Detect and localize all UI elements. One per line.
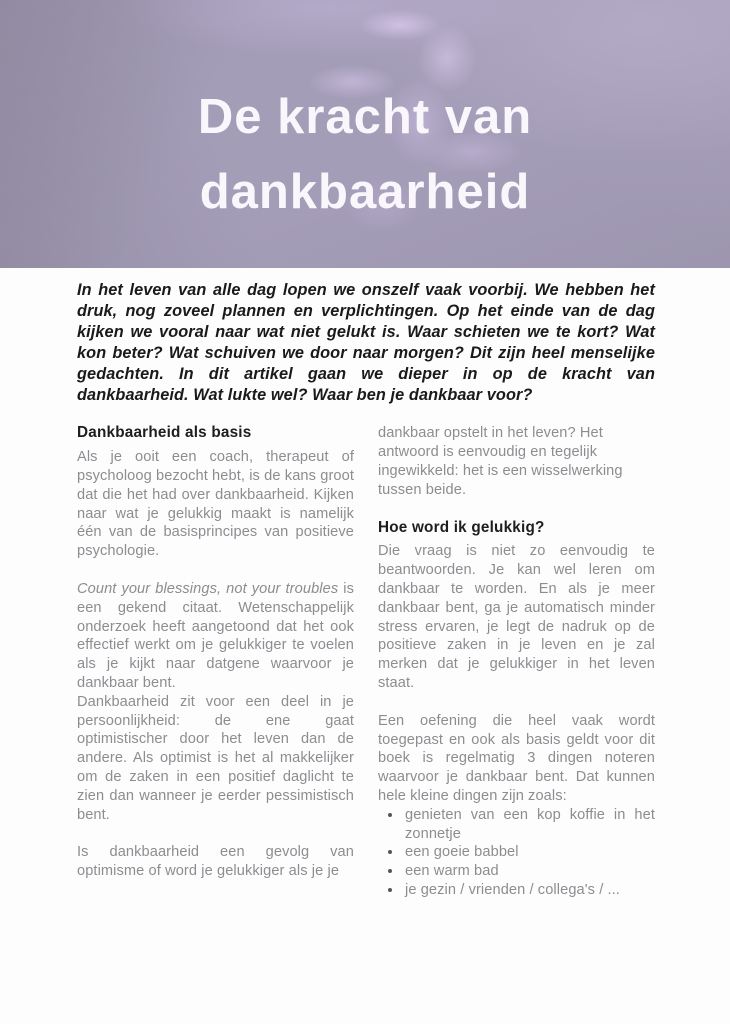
paragraph: Dankbaarheid zit voor een deel in je persoonlijkheid: de ene gaat optimistischer door het leven dan de andere. Als optimist is het al makkelijker om de zaken in een positief daglicht te zien dan wanneer je eerder pessimistisch bent. [77,693,354,823]
paragraph: dankbaar opstelt in het leven? Het antwoord is eenvoudig en tegelijk ingewikkeld: het is een wisselwerking tussen beide. [378,425,623,498]
paragraph: Een oefening die heel vaak wordt toegepast en ook als basis geldt voor dit boek is regelmatig 3 dingen noteren waarvoor je dankbaar bent. Dat kunnen hele kleine dingen zijn zoals: [378,712,655,804]
section-heading-hoe-word-ik-gelukkig: Hoe word ik gelukkig? [378,518,545,536]
page-title-line-2: dankbaarheid [199,165,531,219]
intro-paragraph: In het leven van alle dag lopen we onszelf vaak voorbij. We hebben het druk, nog zoveel plannen en verplichtingen. Op het einde van de dag kijken we vooral naar wat niet gelukt is. Waar schieten we te kort? Wat kon beter? Wat schuiven we door naar morgen? Dit zijn heel menselijke gedachten. In dit artikel gaan we dieper in op de kracht van dankbaarheid. Wat lukte wel? Waar ben je dankbaar voor? [77,281,655,404]
section-heading-dankbaarheid-als-basis: Dankbaarheid als basis [77,424,252,442]
paragraph-with-quote [77,580,354,693]
paragraph: Die vraag is niet zo eenvoudig te beantwoorden. Je kan wel leren om dankbaar te worden. En als je meer dankbaar bent, ga je automatisch minder stress ervaren, je legt de nadruk op de positieve zaken in je leven en je zal merken dat je gelukkiger in het leven staat. [378,543,655,691]
article-body [0,280,730,900]
paragraph: Als je ooit een coach, therapeut of psycholoog bezocht hebt, is de kans groot dat die het had over dankbaarheid. Kijken naar wat je gelukkig maakt is namelijk één van de basisprincipes van positieve psychologie. [77,449,354,560]
page-title [0,80,730,230]
list-item: • een warm bad [403,862,655,881]
list-item: • je gezin / vrienden / collega's / ... [403,881,655,900]
gratitude-examples-list [378,806,655,900]
paragraph: Is dankbaarheid een gevolg van optimisme of word je gelukkiger als je je [77,844,354,880]
right-column [378,424,655,899]
left-column [77,424,354,899]
list-item: • een goeie babbel [403,843,655,862]
page-title-line-1: De kracht van [197,90,533,144]
header-banner-image [0,0,730,268]
list-item: • genieten van een kop koffie in het zonnetje [403,806,655,844]
two-column-layout [77,424,655,899]
paragraph-continuation: is een gekend citaat. Wetenschappelijk onderzoek heeft aangetoond dat het ook effectief werkt om je gelukkiger te voelen als je kijkt naar datgene waarvoor je dankbaar bent. [77,581,354,691]
quote-text: Count your blessings, not your troubles [77,581,339,598]
